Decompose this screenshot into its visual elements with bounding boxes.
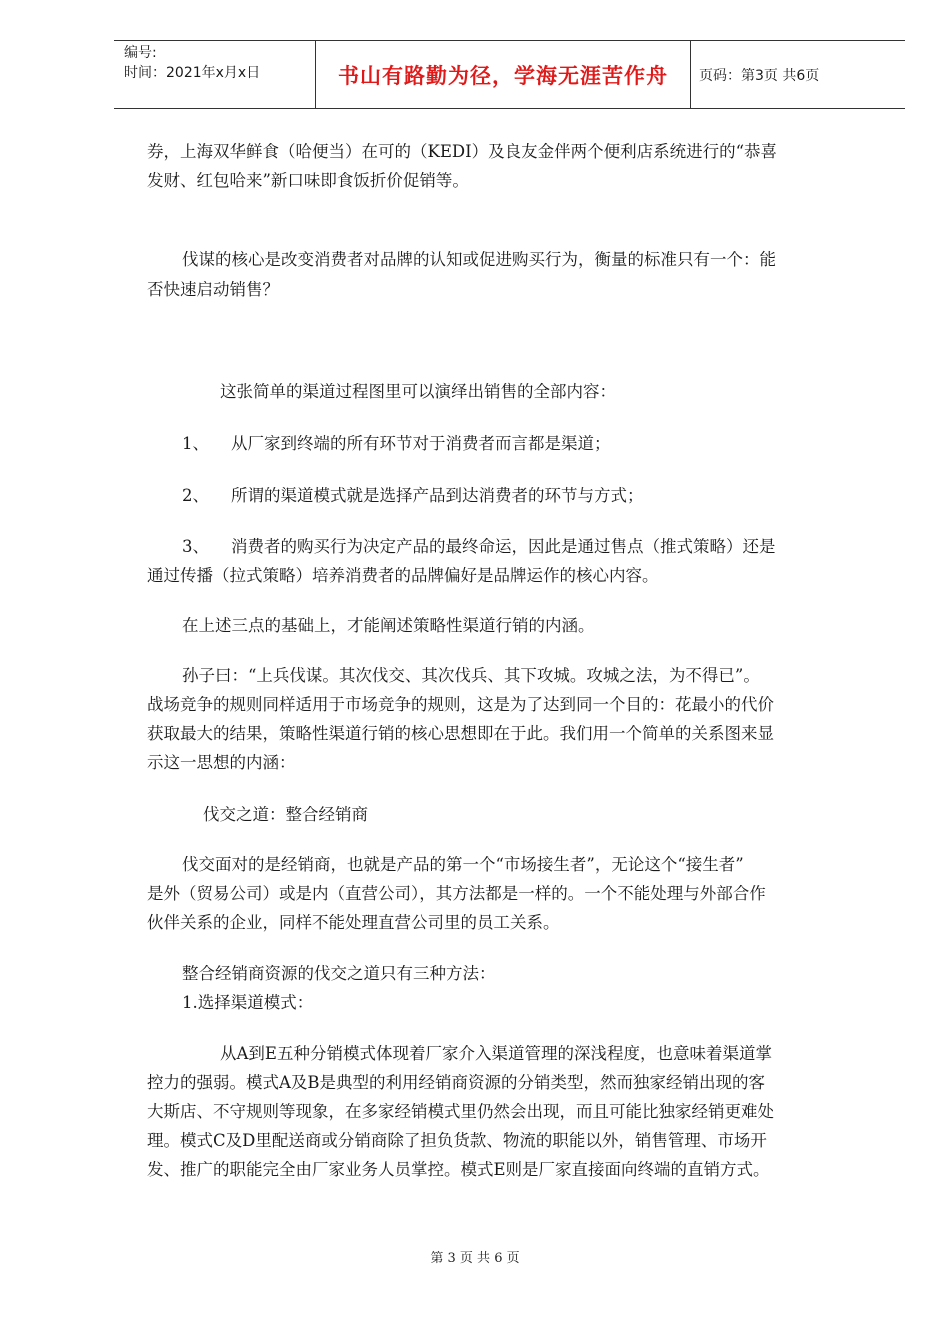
list-item-text: 所谓的渠道模式就是选择产品到达消费者的环节与方式； <box>231 486 644 505</box>
document-header <box>114 40 905 109</box>
page-indicator: 页码：第3页 共6页 <box>699 67 820 84</box>
paragraph-line: 孙子曰：“上兵伐谋。其次伐交、其次伐兵、其下攻城。攻城之法，为不得已”。 <box>182 666 760 685</box>
paragraph-line: 获取最大的结果，策略性渠道行销的核心思想即在于此。我们用一个简单的关系图来显 <box>147 724 774 743</box>
list-item-text: 通过传播（拉式策略）培养消费者的品牌偏好是品牌运作的核心内容。 <box>147 566 659 585</box>
paragraph-line: 否快速启动销售？ <box>147 280 279 299</box>
paragraph-line: 券，上海双华鲜食（哈便当）在可的（KEDI）及良友金伴两个便利店系统进行的“恭喜 <box>147 142 778 161</box>
time-label: 时间：2021年x月x日 <box>124 65 261 81</box>
numbered-heading: 1.选择渠道模式： <box>182 993 314 1012</box>
list-item-number: 2、 <box>182 486 209 505</box>
paragraph-line: 伐谋的核心是改变消费者对品牌的认知或促进购买行为，衡量的标准只有一个：能 <box>182 250 776 269</box>
list-item-number: 1、 <box>182 434 209 453</box>
list-item-text: 从厂家到终端的所有环节对于消费者而言都是渠道； <box>231 434 611 453</box>
section-subheading: 伐交之道：整合经销商 <box>203 805 368 824</box>
header-motto-cell <box>316 41 691 108</box>
header-meta-cell <box>114 41 316 108</box>
paragraph-line: 伐交面对的是经销商，也就是产品的第一个“市场接生者”，无论这个“接生者” <box>182 855 744 874</box>
page-footer: 第 3 页 共 6 页 <box>430 1251 520 1266</box>
list-item-text: 消费者的购买行为决定产品的最终命运，因此是通过售点（推式策略）还是 <box>231 537 776 556</box>
paragraph-line: 发、推广的职能完全由厂家业务人员掌控。模式E则是厂家直接面向终端的直销方式。 <box>147 1160 770 1179</box>
paragraph-line: 伙伴关系的企业，同样不能处理直营公司里的员工关系。 <box>147 913 560 932</box>
paragraph-line: 战场竞争的规则同样适用于市场竞争的规则，这是为了达到同一个目的：花最小的代价 <box>147 695 774 714</box>
paragraph-line: 大斯店、不守规则等现象，在多家经销模式里仍然会出现，而且可能比独家经销更难处 <box>147 1102 774 1121</box>
paragraph-line: 整合经销商资源的伐交之道只有三种方法： <box>182 964 496 983</box>
paragraph-line: 这张简单的渠道过程图里可以演绎出销售的全部内容： <box>220 382 616 401</box>
header-page-cell <box>691 41 905 108</box>
paragraph-line: 是外（贸易公司）或是内（直营公司），其方法都是一样的。一个不能处理与外部合作 <box>147 884 766 903</box>
paragraph-line: 从A到E五种分销模式体现着厂家介入渠道管理的深浅程度，也意味着渠道掌 <box>220 1044 772 1063</box>
paragraph-line: 在上述三点的基础上，才能阐述策略性渠道行销的内涵。 <box>182 616 595 635</box>
motto-text: 书山有路勤为径，学海无涯苦作舟 <box>338 63 668 88</box>
number-label: 编号: <box>124 45 157 61</box>
paragraph-line: 发财、红包哈来”新口味即食饭折价促销等。 <box>147 171 469 190</box>
paragraph-line: 控力的强弱。模式A及B是典型的利用经销商资源的分销类型，然而独家经销出现的客 <box>147 1073 766 1092</box>
paragraph-line: 示这一思想的内涵： <box>147 753 296 772</box>
list-item-number: 3、 <box>182 537 209 556</box>
paragraph-line: 理。模式C及D里配送商或分销商除了担负货款、物流的职能以外，销售管理、市场开 <box>147 1131 767 1150</box>
